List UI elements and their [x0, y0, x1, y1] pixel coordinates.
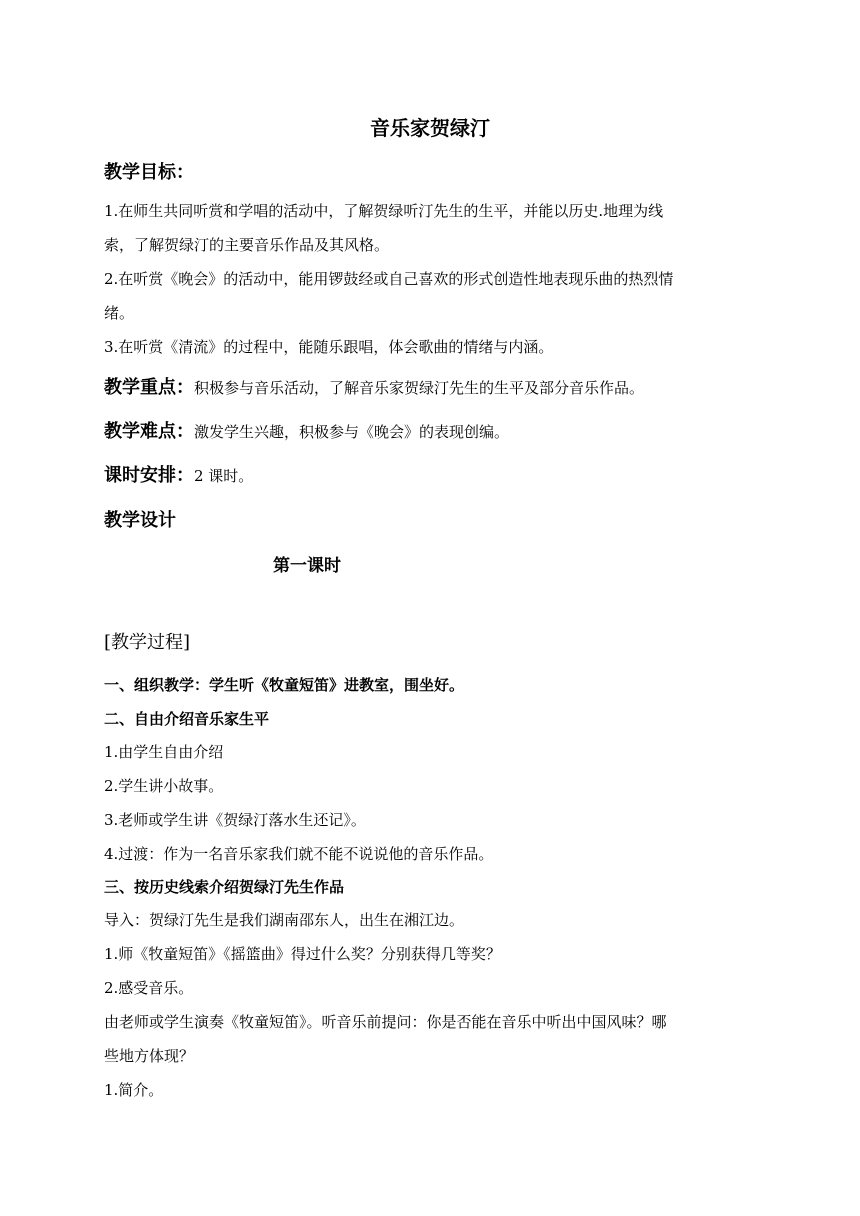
difficulty-text: 激发学生兴趣，积极参与《晚会》的表现创编。 — [194, 423, 510, 441]
objective-line-1: 1.在师生共同听赏和学唱的活动中，了解贺绿听汀先生的生平，并能以历史.地理为线 — [104, 202, 664, 220]
objective-line-5: 3.在听赏《清流》的过程中，能随乐跟唱，体会歌曲的情绪与内涵。 — [104, 338, 554, 356]
objective-line-2: 索，了解贺绿汀的主要音乐作品及其风格。 — [104, 236, 390, 254]
process-heading: [教学过程] — [104, 632, 191, 653]
section-1-heading: 一、组织教学：学生听《牧童短笛》进教室，围坐好。 — [104, 676, 465, 694]
document-title: 音乐家贺绿汀 — [370, 116, 490, 140]
section-3-line-4: 由老师或学生演奏《牧童短笛》。听音乐前提问：你是否能在音乐中听出中国风味？哪 — [104, 1013, 667, 1031]
key-point-text: 积极参与音乐活动，了解音乐家贺绿汀先生的生平及部分音乐作品。 — [194, 379, 645, 397]
schedule — [104, 465, 253, 487]
section-3-line-3: 2.感受音乐。 — [104, 979, 194, 997]
section-2-item-2: 2.学生讲小故事。 — [104, 777, 224, 795]
section-3-line-2: 1.师《牧童短笛》《摇篮曲》得过什么奖？分别获得几等奖？ — [104, 945, 501, 963]
section-3-line-1: 导入：贺绿汀先生是我们湖南邵东人，出生在湘江边。 — [104, 911, 465, 929]
objective-line-3: 2.在听赏《晚会》的活动中，能用锣鼓经或自己喜欢的形式创造性地表现乐曲的热烈情 — [104, 270, 674, 288]
key-point-label: 教学重点： — [104, 377, 194, 398]
section-3-line-6: 1.简介。 — [104, 1081, 164, 1099]
schedule-text: 2 课时。 — [194, 467, 254, 485]
schedule-label: 课时安排： — [104, 465, 194, 486]
objectives-heading: 教学目标： — [104, 162, 194, 183]
section-2-heading: 二、自由介绍音乐家生平 — [104, 710, 270, 728]
difficulty-label: 教学难点： — [104, 421, 194, 442]
section-2-item-4: 4.过渡：作为一名音乐家我们就不能不说说他的音乐作品。 — [104, 845, 494, 863]
key-point — [104, 377, 644, 399]
difficulty — [104, 421, 509, 443]
objective-line-4: 绪。 — [104, 304, 135, 322]
design-heading: 教学设计 — [104, 510, 176, 531]
lesson-title: 第一课时 — [273, 556, 341, 576]
section-3-line-5: 些地方体现？ — [104, 1047, 195, 1065]
section-2-item-3: 3.老师或学生讲《贺绿汀落水生还记》。 — [104, 811, 366, 829]
section-2-item-1: 1.由学生自由介绍 — [104, 743, 224, 761]
section-3-heading: 三、按历史线索介绍贺绿汀先生作品 — [104, 878, 345, 896]
